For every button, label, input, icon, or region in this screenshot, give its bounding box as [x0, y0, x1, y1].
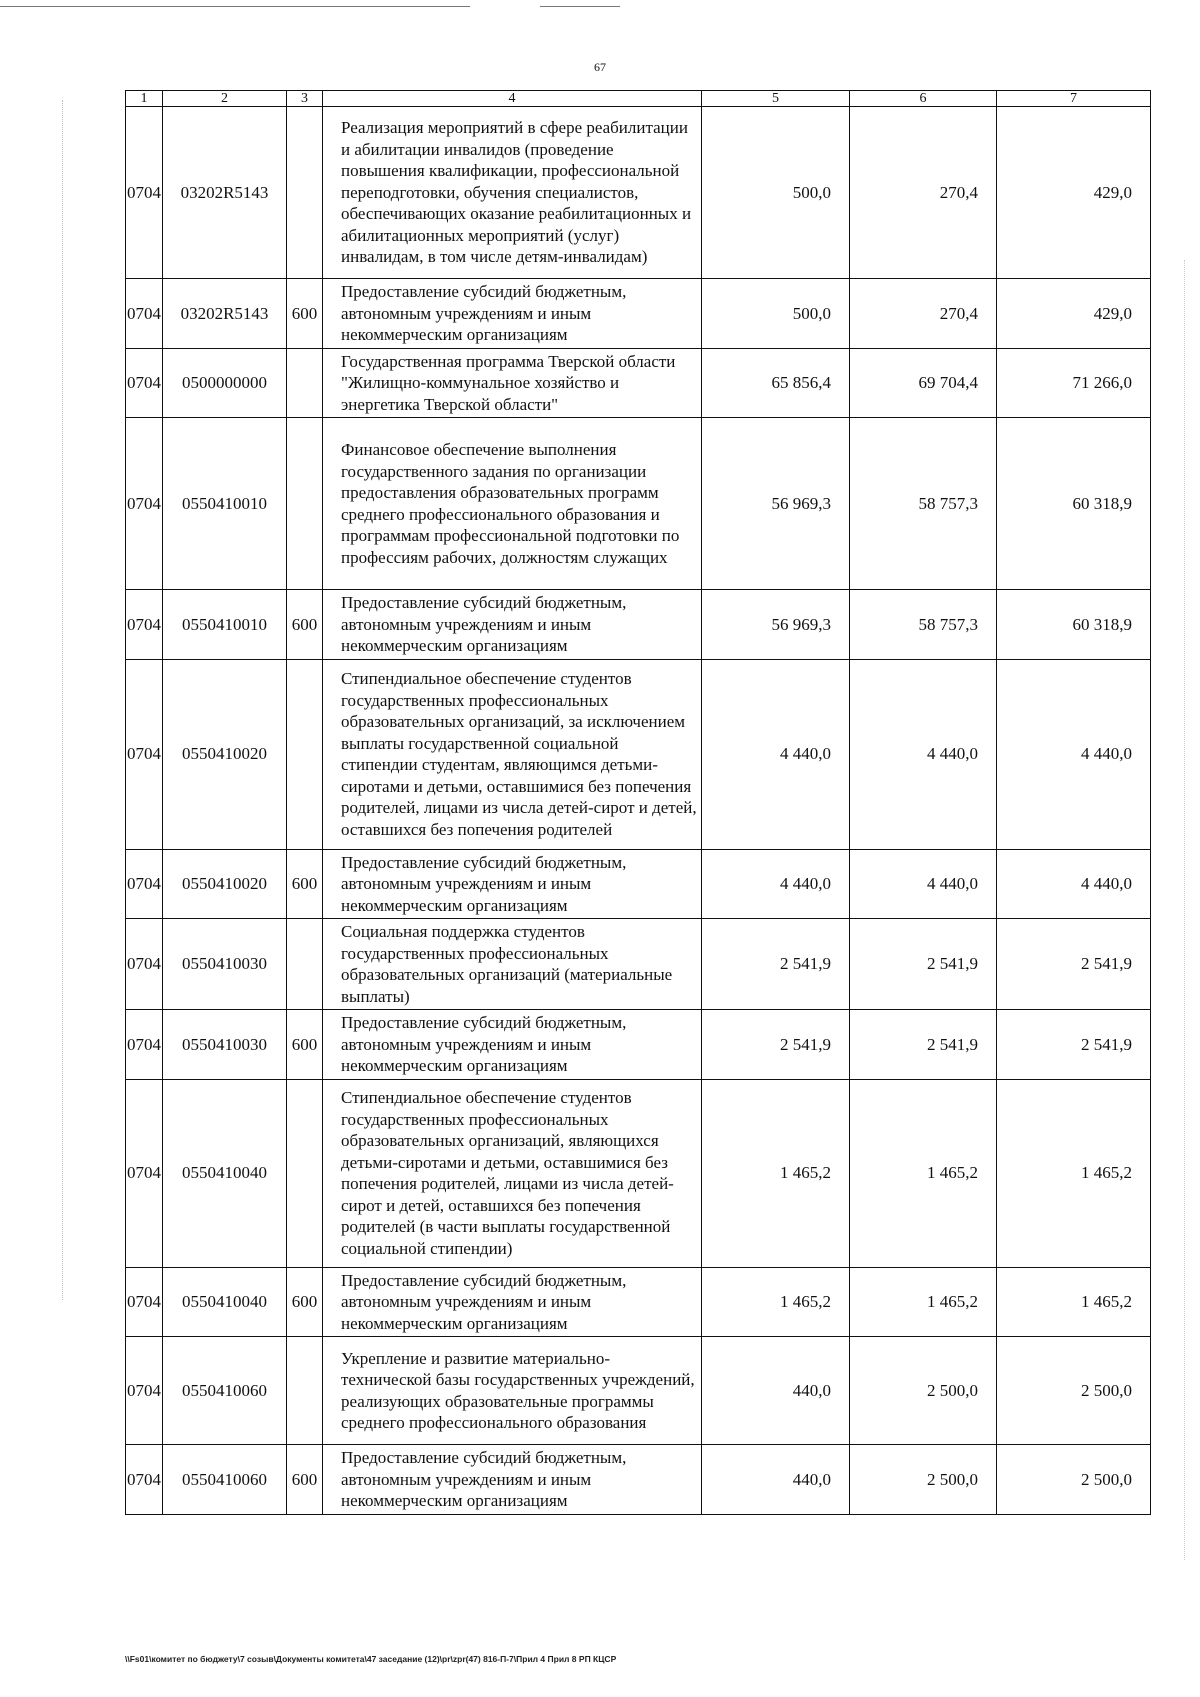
table-row	[126, 107, 1151, 279]
table-row	[126, 1010, 1151, 1080]
row-expense-type	[287, 107, 323, 279]
row-expense-type: 600	[287, 1010, 323, 1080]
table-row	[126, 659, 1151, 849]
row-value-col6: 270,4	[850, 279, 997, 349]
table-row	[126, 849, 1151, 919]
row-description: Стипендиальное обеспечение студентов государственных профессиональных образовательных организаций, за исключением выплаты государственной социальной стипендии студентам, являющимся детьми-сиротами и детьми, оставшимися без попечения родителей, лицами из числа детей-сирот и детей, оставшихся без попечения родителей	[323, 659, 702, 849]
row-value-col7: 429,0	[997, 279, 1151, 349]
row-value-col5: 1 465,2	[702, 1079, 850, 1267]
row-expense-type: 600	[287, 1267, 323, 1337]
row-value-col7: 2 500,0	[997, 1337, 1151, 1445]
column-header: 1	[126, 91, 163, 107]
table-row	[126, 1337, 1151, 1445]
row-expense-type	[287, 1337, 323, 1445]
row-expense-type	[287, 659, 323, 849]
row-value-col5: 4 440,0	[702, 659, 850, 849]
row-value-col5: 65 856,4	[702, 348, 850, 418]
row-value-col5: 1 465,2	[702, 1267, 850, 1337]
row-expense-type	[287, 348, 323, 418]
row-target-code: 0550410020	[163, 659, 287, 849]
table-row	[126, 1445, 1151, 1515]
row-section-code: 0704	[126, 1337, 163, 1445]
row-value-col6: 58 757,3	[850, 590, 997, 660]
row-value-col6: 2 500,0	[850, 1337, 997, 1445]
table-row	[126, 590, 1151, 660]
scan-margin-specks	[62, 100, 64, 1300]
row-target-code: 0550410060	[163, 1445, 287, 1515]
row-expense-type	[287, 919, 323, 1010]
column-header: 5	[702, 91, 850, 107]
row-value-col5: 56 969,3	[702, 418, 850, 590]
row-description: Предоставление субсидий бюджетным, автономным учреждениям и иным некоммерческим организациям	[323, 1445, 702, 1515]
row-description: Укрепление и развитие материально-технической базы государственных учреждений, реализующих образовательные программы среднего профессионального образования	[323, 1337, 702, 1445]
row-value-col7: 1 465,2	[997, 1079, 1151, 1267]
row-description: Стипендиальное обеспечение студентов государственных профессиональных образовательных организаций, являющихся детьми-сиротами и детьми, оставшимися без попечения родителей, лицами из числа детей-сирот и детей, оставшихся без попечения родителей (в части выплаты государственной социальной стипендии)	[323, 1079, 702, 1267]
row-description: Предоставление субсидий бюджетным, автономным учреждениям и иным некоммерческим организациям	[323, 590, 702, 660]
row-value-col7: 71 266,0	[997, 348, 1151, 418]
row-value-col5: 2 541,9	[702, 1010, 850, 1080]
table-row	[126, 418, 1151, 590]
row-value-col7: 60 318,9	[997, 590, 1151, 660]
row-value-col6: 1 465,2	[850, 1079, 997, 1267]
row-expense-type: 600	[287, 1445, 323, 1515]
row-expense-type: 600	[287, 279, 323, 349]
row-value-col7: 2 541,9	[997, 919, 1151, 1010]
table-row	[126, 348, 1151, 418]
row-section-code: 0704	[126, 348, 163, 418]
row-value-col5: 2 541,9	[702, 919, 850, 1010]
row-section-code: 0704	[126, 659, 163, 849]
row-value-col5: 500,0	[702, 279, 850, 349]
row-target-code: 0550410040	[163, 1079, 287, 1267]
row-expense-type	[287, 1079, 323, 1267]
row-expense-type: 600	[287, 849, 323, 919]
row-target-code: 0550410010	[163, 418, 287, 590]
row-description: Реализация мероприятий в сфере реабилитации и абилитации инвалидов (проведение повышения квалификации, профессиональной переподготовки, обучения специалистов, обеспечивающих оказание реабилитационных и абилитационных мероприятий (услуг) инвалидам, в том числе детям-инвалидам)	[323, 107, 702, 279]
row-target-code: 03202R5143	[163, 107, 287, 279]
row-value-col5: 500,0	[702, 107, 850, 279]
file-path-footer: \\Fs01\комитет по бюджету\7 созыв\Документы комитета\47 заседание (12)\pr\zpr(47) 816-П-7\Прил 4 Прил 8 РП КЦСР	[125, 1654, 617, 1664]
row-target-code: 0550410060	[163, 1337, 287, 1445]
row-target-code: 0550410010	[163, 590, 287, 660]
row-value-col7: 60 318,9	[997, 418, 1151, 590]
row-section-code: 0704	[126, 1079, 163, 1267]
column-header: 4	[323, 91, 702, 107]
row-section-code: 0704	[126, 418, 163, 590]
table-row	[126, 279, 1151, 349]
row-target-code: 03202R5143	[163, 279, 287, 349]
page-number: 67	[594, 60, 606, 74]
row-value-col6: 69 704,4	[850, 348, 997, 418]
row-description: Государственная программа Тверской области "Жилищно-коммунальное хозяйство и энергетика Тверской области"	[323, 348, 702, 418]
table-row	[126, 919, 1151, 1010]
row-expense-type	[287, 418, 323, 590]
row-expense-type: 600	[287, 590, 323, 660]
row-target-code: 0550410030	[163, 1010, 287, 1080]
scan-margin-specks	[1184, 260, 1186, 1560]
row-value-col6: 2 500,0	[850, 1445, 997, 1515]
table-body	[126, 107, 1151, 1515]
row-section-code: 0704	[126, 849, 163, 919]
row-value-col6: 270,4	[850, 107, 997, 279]
row-target-code: 0550410020	[163, 849, 287, 919]
row-description: Предоставление субсидий бюджетным, автономным учреждениям и иным некоммерческим организациям	[323, 1267, 702, 1337]
row-value-col6: 2 541,9	[850, 1010, 997, 1080]
row-section-code: 0704	[126, 590, 163, 660]
row-value-col6: 1 465,2	[850, 1267, 997, 1337]
row-description: Предоставление субсидий бюджетным, автономным учреждениям и иным некоммерческим организациям	[323, 1010, 702, 1080]
table-row	[126, 1267, 1151, 1337]
row-value-col6: 4 440,0	[850, 659, 997, 849]
row-description: Социальная поддержка студентов государственных профессиональных образовательных организаций (материальные выплаты)	[323, 919, 702, 1010]
scan-edge-line	[0, 6, 470, 7]
row-section-code: 0704	[126, 919, 163, 1010]
row-value-col7: 2 541,9	[997, 1010, 1151, 1080]
row-value-col7: 4 440,0	[997, 659, 1151, 849]
row-section-code: 0704	[126, 1267, 163, 1337]
row-value-col5: 440,0	[702, 1445, 850, 1515]
row-value-col6: 2 541,9	[850, 919, 997, 1010]
row-description: Предоставление субсидий бюджетным, автономным учреждениям и иным некоммерческим организациям	[323, 849, 702, 919]
row-target-code: 0550410040	[163, 1267, 287, 1337]
row-section-code: 0704	[126, 279, 163, 349]
row-value-col5: 4 440,0	[702, 849, 850, 919]
row-section-code: 0704	[126, 1445, 163, 1515]
column-header: 2	[163, 91, 287, 107]
row-target-code: 0550410030	[163, 919, 287, 1010]
column-header: 3	[287, 91, 323, 107]
row-value-col7: 1 465,2	[997, 1267, 1151, 1337]
row-description: Финансовое обеспечение выполнения государственного задания по организации предоставления образовательных программ среднего профессионального образования и программам профессиональной подготовки по профессиям рабочих, должностям служащих	[323, 418, 702, 590]
column-header: 6	[850, 91, 997, 107]
table-row	[126, 1079, 1151, 1267]
row-value-col6: 58 757,3	[850, 418, 997, 590]
row-section-code: 0704	[126, 1010, 163, 1080]
row-target-code: 0500000000	[163, 348, 287, 418]
budget-table	[125, 90, 1151, 1515]
row-section-code: 0704	[126, 107, 163, 279]
row-value-col6: 4 440,0	[850, 849, 997, 919]
row-value-col7: 4 440,0	[997, 849, 1151, 919]
row-value-col7: 429,0	[997, 107, 1151, 279]
row-description: Предоставление субсидий бюджетным, автономным учреждениям и иным некоммерческим организациям	[323, 279, 702, 349]
row-value-col5: 440,0	[702, 1337, 850, 1445]
row-value-col5: 56 969,3	[702, 590, 850, 660]
column-header: 7	[997, 91, 1151, 107]
row-value-col7: 2 500,0	[997, 1445, 1151, 1515]
header-row	[126, 91, 1151, 107]
scan-edge-line	[540, 6, 620, 7]
